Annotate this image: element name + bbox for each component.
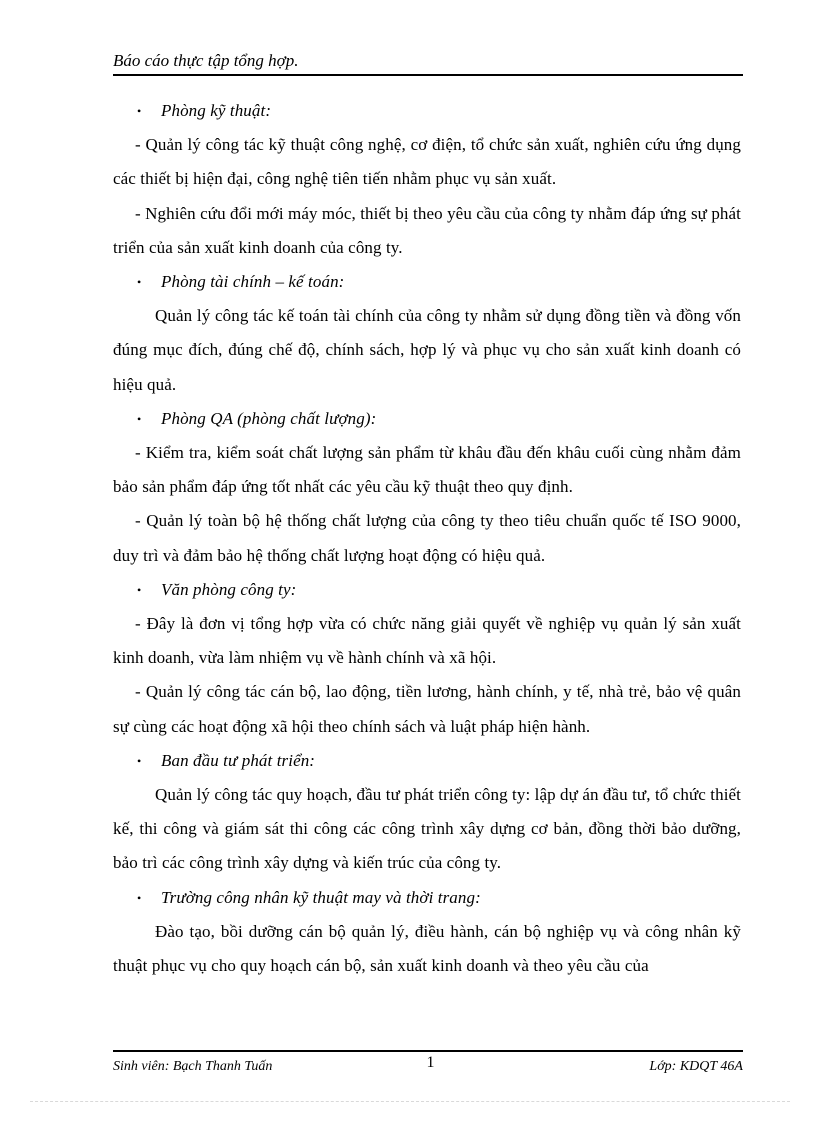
header-title: Báo cáo thực tập tổng hợp. xyxy=(113,51,299,70)
section-heading xyxy=(113,94,741,128)
section-heading-text: Phòng QA (phòng chất lượng): xyxy=(161,408,377,428)
bullet-icon: • xyxy=(137,104,142,118)
dash-item: - Quản lý công tác kỹ thuật công nghệ, cơ điện, tổ chức sản xuất, nghiên cứu ứng dụng các thiết bị hiện đại, công nghệ tiên tiến nhằm phục vụ sản xuất. xyxy=(113,135,741,189)
section-heading-text: Trường công nhân kỹ thuật may và thời trang: xyxy=(161,887,481,907)
section-heading-text: Ban đầu tư phát triển: xyxy=(161,750,316,770)
section-heading xyxy=(113,573,741,607)
footer-student: Sinh viên: Bạch Thanh Tuấn xyxy=(113,1059,273,1074)
dash-item: - Kiểm tra, kiểm soát chất lượng sản phẩm từ khâu đầu đến khâu cuối cùng nhằm đảm bảo sản phẩm đáp ứng tốt nhất các yêu cầu kỹ thuật theo quy định. xyxy=(113,443,741,497)
bullet-icon: • xyxy=(137,275,142,290)
section-heading xyxy=(113,402,741,436)
dash-item: - Quản lý toàn bộ hệ thống chất lượng của công ty theo tiêu chuẩn quốc tế ISO 9000, duy trì và đảm bảo hệ thống chất lượng hoạt động có hiệu quả. xyxy=(113,511,741,565)
page-footer xyxy=(113,1050,743,1074)
section-heading xyxy=(113,881,741,915)
bullet-icon: • xyxy=(137,753,142,768)
dash-item: - Quản lý công tác cán bộ, lao động, tiền lương, hành chính, y tế, nhà trẻ, bảo vệ quân sự cùng các hoạt động xã hội theo chính sách và luật pháp hiện hành. xyxy=(113,682,741,736)
body-paragraph: Quản lý công tác quy hoạch, đầu tư phát triển công ty: lập dự án đầu tư, tổ chức thiết kế, thi công và giám sát thi công các công trình xây dựng cơ bản, đồng thời bảo dưỡng, bảo trì các công trình xây dựng và kiến trúc của công ty. xyxy=(113,785,741,873)
body-paragraph: Đào tạo, bồi dưỡng cán bộ quản lý, điều hành, cán bộ nghiệp vụ và công nhân kỹ thuật phục vụ cho quy hoạch cán bộ, sản xuất kinh doanh và theo yêu cầu của xyxy=(113,921,741,976)
bullet-icon: • xyxy=(137,411,142,426)
document-body xyxy=(113,94,741,983)
page-bottom-edge xyxy=(30,1101,790,1102)
footer-class: Lớp: KDQT 46A xyxy=(649,1059,743,1074)
dash-item: - Đây là đơn vị tổng hợp vừa có chức năng giải quyết về nghiệp vụ quản lý sản xuất kinh doanh, vừa làm nhiệm vụ về hành chính và xã hội. xyxy=(113,614,741,668)
bullet-icon: • xyxy=(137,582,142,597)
page-header xyxy=(113,50,743,76)
bullet-icon: • xyxy=(137,890,142,905)
section-heading xyxy=(113,265,741,299)
section-heading-text: Văn phòng công ty: xyxy=(161,579,297,599)
body-paragraph: Quản lý công tác kế toán tài chính của công ty nhằm sử dụng đồng tiền và đồng vốn đúng mục đích, đúng chế độ, chính sách, hợp lý và phục vụ cho sản xuất kinh doanh có hiệu quả. xyxy=(113,306,741,394)
footer-page-number: 1 xyxy=(426,1054,435,1071)
section-heading xyxy=(113,744,741,778)
dash-item: - Nghiên cứu đổi mới máy móc, thiết bị theo yêu cầu của công ty nhằm đáp ứng sự phát triển của sản xuất kinh doanh của công ty. xyxy=(113,203,741,257)
section-heading-text: Phòng tài chính – kế toán: xyxy=(161,272,345,292)
section-heading-text: Phòng kỹ thuật: xyxy=(161,101,272,120)
